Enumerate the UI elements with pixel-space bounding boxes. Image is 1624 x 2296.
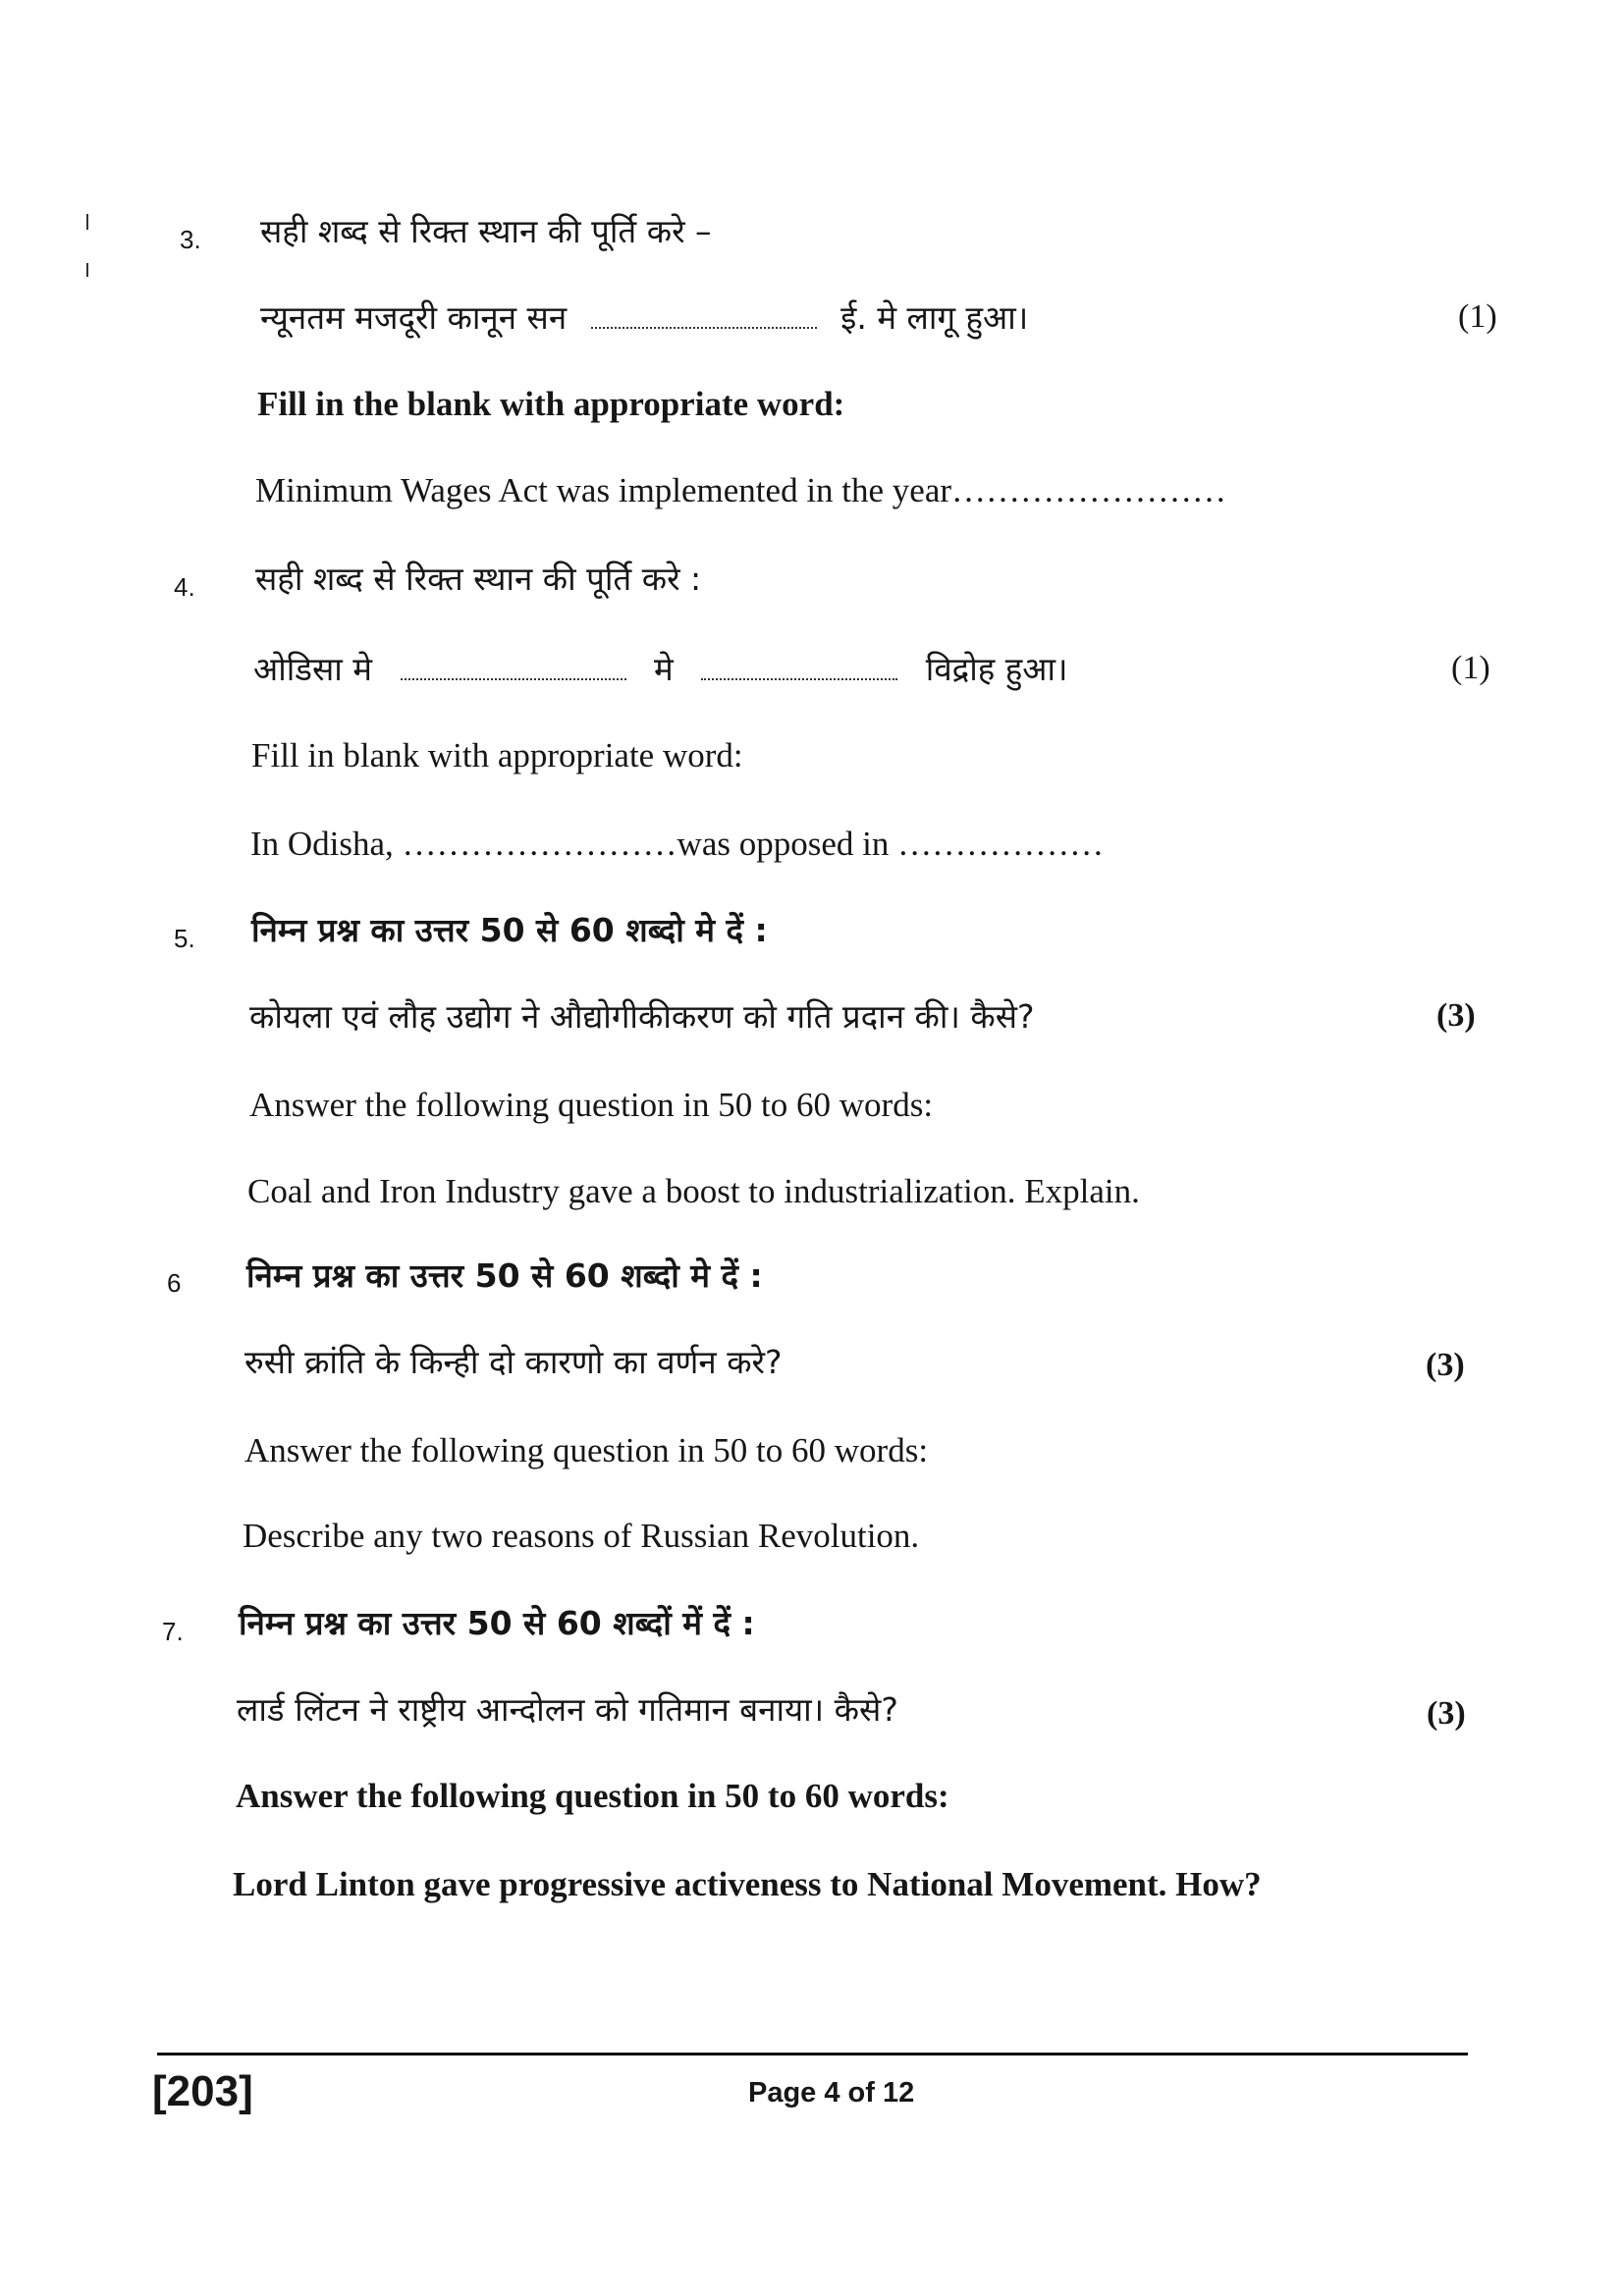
question-number: 5. xyxy=(174,924,195,953)
hindi-question: लार्ड लिंटन ने राष्ट्रीय आन्दोलन को गतिमान बनाया। कैसे? xyxy=(237,1690,898,1729)
marks: (1) xyxy=(1458,298,1497,335)
answer-blank xyxy=(591,323,817,329)
question-number: 7. xyxy=(162,1617,184,1646)
margin-mark xyxy=(86,263,88,277)
question-number: 4. xyxy=(174,572,195,602)
marks: (3) xyxy=(1426,1347,1465,1383)
hindi-question: रुसी क्रांति के किन्ही दो कारणो का वर्णन करे? xyxy=(244,1343,783,1381)
english-question: Minimum Wages Act was implemented in the year…………………… xyxy=(255,471,1227,509)
footer-divider xyxy=(157,2053,1468,2056)
hindi-question-part: विद्रोह हुआ। xyxy=(925,650,1068,688)
marks: (3) xyxy=(1436,997,1476,1034)
hindi-question-part: मे xyxy=(654,650,674,688)
margin-mark xyxy=(86,214,88,230)
hindi-instruction: निम्न प्रश्न का उत्तर 50 से 60 शब्दो मे दें : xyxy=(251,911,768,949)
hindi-instruction: सही शब्द से रिक्त स्थान की पूर्ति करे : xyxy=(255,560,702,598)
english-instruction: Fill in blank with appropriate word: xyxy=(251,736,743,774)
question-number: 6 xyxy=(167,1268,182,1298)
hindi-question xyxy=(253,648,1068,691)
answer-blank xyxy=(401,674,626,680)
hindi-question: कोयला एवं लौह उद्योग ने औद्योगीकीकरण को गति प्रदान की। कैसे? xyxy=(249,997,1035,1036)
english-question: In Odisha, ……………………was opposed in ……………… xyxy=(250,825,1105,863)
english-question: Lord Linton gave progressive activeness to National Movement. How? xyxy=(233,1865,1262,1903)
page-number: Page 4 of 12 xyxy=(748,2077,915,2109)
marks: (3) xyxy=(1427,1695,1466,1732)
english-instruction: Answer the following question in 50 to 60 words: xyxy=(249,1086,934,1124)
paper-code: [203] xyxy=(152,2067,253,2115)
hindi-instruction: निम्न प्रश्न का उत्तर 50 से 60 शब्दों में दें : xyxy=(239,1604,755,1642)
english-instruction: Answer the following question in 50 to 60 words: xyxy=(244,1431,929,1469)
hindi-question-part: ई. मे लागू हुआ। xyxy=(840,298,1029,337)
english-question: Coal and Iron Industry gave a boost to industrialization. Explain. xyxy=(247,1172,1140,1210)
answer-blank xyxy=(701,674,897,680)
hindi-instruction: सही शब्द से रिक्त स्थान की पूर्ति करे – xyxy=(260,212,712,250)
marks: (1) xyxy=(1451,650,1490,686)
hindi-question-part: न्यूनतम मजदूरी कानून सन xyxy=(260,298,568,337)
english-instruction: Fill in the blank with appropriate word: xyxy=(257,385,845,423)
english-question: Describe any two reasons of Russian Revolution. xyxy=(243,1517,920,1555)
hindi-question xyxy=(260,296,1028,340)
english-instruction: Answer the following question in 50 to 60 words: xyxy=(236,1777,949,1815)
hindi-question-part: ओडिसा मे xyxy=(253,650,373,688)
question-number: 3. xyxy=(180,225,201,254)
hindi-instruction: निम्न प्रश्न का उत्तर 50 से 60 शब्दो मे दें : xyxy=(246,1256,763,1295)
